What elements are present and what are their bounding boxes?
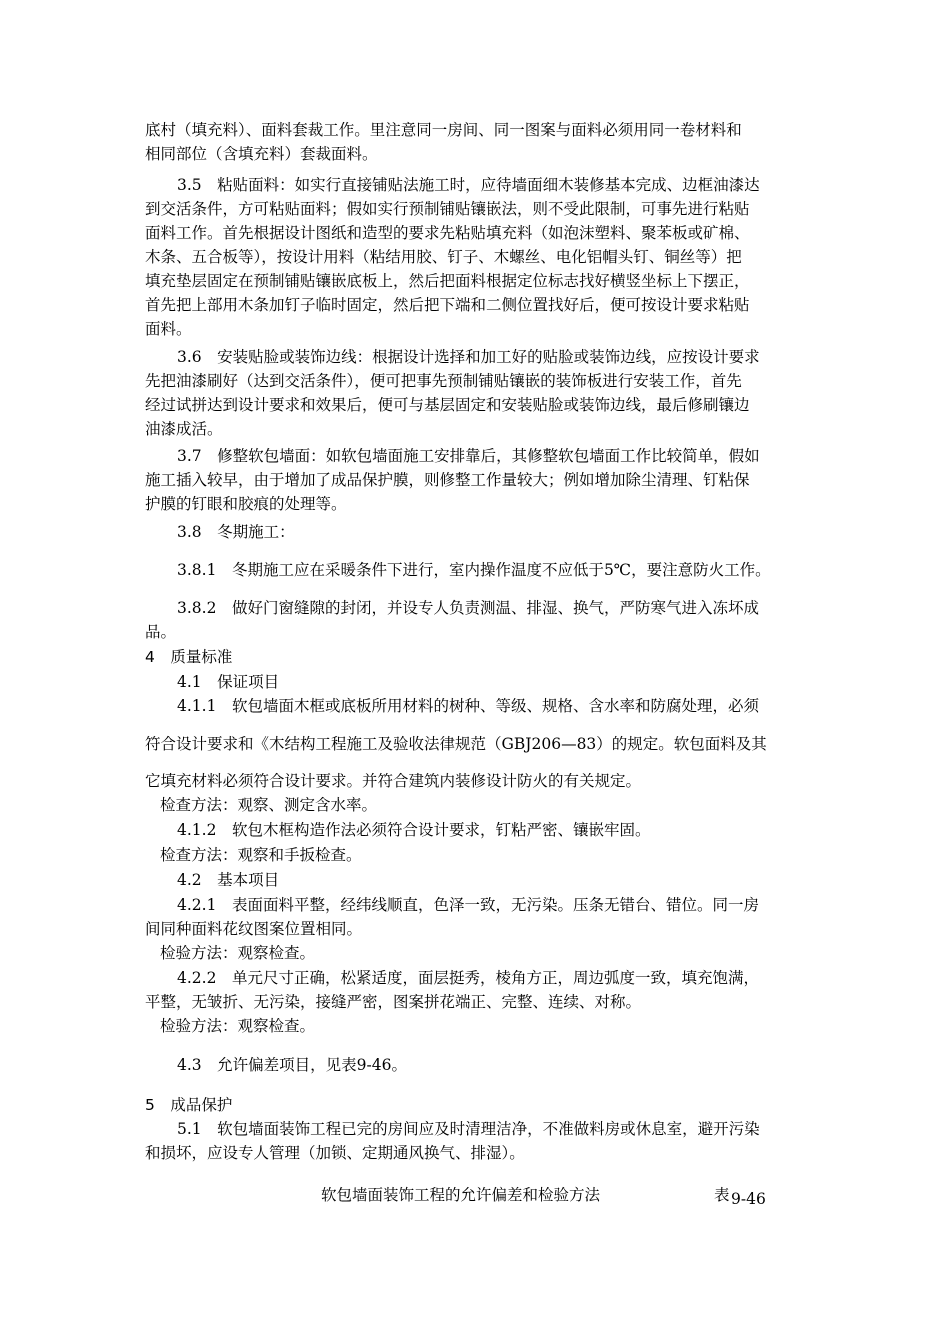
section-3-5-line: 3.5 粘贴面料：如实行直接铺贴法施工时，应待墙面细木装修基本完成、边框油漆达 bbox=[177, 176, 760, 194]
section-4-1-1-line: 4.1.1 软包墙面木框或底板所用材料的树种、等级、规格、含水率和防腐处理，必须 bbox=[177, 697, 759, 715]
paragraph-line: 先把油漆刷好（达到交活条件），便可把事先预制铺贴镶嵌的装饰板进行安装工作，首先 bbox=[145, 372, 742, 390]
section-4-1-heading: 4.1 保证项目 bbox=[177, 673, 280, 691]
section-5-1-line: 5.1 软包墙面装饰工程已完的房间应及时清理洁净，不准做料房或休息室，避开污染 bbox=[177, 1120, 760, 1138]
section-3-8-2-line: 3.8.2 做好门窗缝隙的封闭，并设专人负责测温、排湿、换气，严防寒气进入冻坏成 bbox=[177, 599, 759, 617]
paragraph-line: 平整，无皱折、无污染，接缝严密，图案拼花端正、完整、连续、对称。 bbox=[145, 993, 642, 1011]
table-caption-number: 9-46 bbox=[731, 1190, 766, 1208]
paragraph-line: 底村（填充料）、面料套裁工作。里注意同一房间、同一图案与面料必须用同一卷材料和 bbox=[145, 121, 742, 139]
paragraph-line: 施工插入较早，由于增加了成品保护膜，则修整工作量较大；例如增加除尘清理、钉粘保 bbox=[145, 471, 750, 489]
section-4-1-2-line: 4.1.2 软包木框构造作法必须符合设计要求，钉粘严密、镶嵌牢固。 bbox=[177, 821, 651, 839]
paragraph-line: 到交活条件，方可粘贴面料；假如实行预制铺贴镶嵌法，则不受此限制，可事先进行粘贴 bbox=[145, 200, 750, 218]
section-4-2-2-line: 4.2.2 单元尺寸正确，松紧适度，面层挺秀，棱角方正，周边弧度一致，填充饱满， bbox=[177, 969, 759, 987]
section-3-8-1-line: 3.8.1 冬期施工应在采暖条件下进行，室内操作温度不应低于5℃，要注意防火工作。 bbox=[177, 561, 771, 579]
section-4-3-line: 4.3 允许偏差项目，见表9-46。 bbox=[177, 1056, 407, 1074]
paragraph-line: 面料工作。首先根据设计图纸和造型的要求先粘贴填充料（如泡沫塑料、聚苯板或矿棉、 bbox=[145, 224, 750, 242]
check-method-line: 检验方法：观察检查。 bbox=[160, 944, 316, 962]
paragraph-line: 木条、五合板等），按设计用料（粘结用胶、钉子、木螺丝、电化铝帽头钉、铜丝等）把 bbox=[145, 248, 742, 266]
section-4-heading: 4 质量标准 bbox=[145, 648, 233, 666]
table-caption-title: 软包墙面装饰工程的允许偏差和检验方法 bbox=[321, 1186, 601, 1204]
paragraph-line: 油漆成活。 bbox=[145, 420, 223, 438]
section-3-6-line: 3.6 安装贴脸或装饰边线：根据设计选择和加工好的贴脸或装饰边线，应按设计要求 bbox=[177, 348, 760, 366]
paragraph-line: 首先把上部用木条加钉子临时固定，然后把下端和二侧位置找好后，便可按设计要求粘贴 bbox=[145, 296, 750, 314]
paragraph-line: 护膜的钉眼和胶痕的处理等。 bbox=[145, 495, 347, 513]
check-method-line: 检查方法：观察和手扳检查。 bbox=[160, 846, 362, 864]
section-5-heading: 5 成品保护 bbox=[145, 1096, 233, 1114]
paragraph-line: 间同种面料花纹图案位置相同。 bbox=[145, 920, 363, 938]
paragraph-line: 和损坏，应设专人管理（加锁、定期通风换气、排湿）。 bbox=[145, 1144, 525, 1162]
check-method-line: 检查方法：观察、测定含水率。 bbox=[160, 796, 378, 814]
paragraph-line: 填充垫层固定在预制铺贴镶嵌底板上，然后把面料根据定位标志找好横竖坐标上下摆正， bbox=[145, 272, 750, 290]
paragraph-line: 它填充材料必须符合设计要求。并符合建筑内装修设计防火的有关规定。 bbox=[145, 772, 642, 790]
paragraph-line: 面料。 bbox=[145, 320, 192, 338]
paragraph-line: 符合设计要求和《木结构工程施工及验收法律规范（GBJ206—83）的规定。软包面料及其 bbox=[145, 735, 767, 753]
section-3-7-line: 3.7 修整软包墙面：如软包墙面施工安排靠后，其修整软包墙面工作比较简单，假如 bbox=[177, 447, 760, 465]
paragraph-line: 经过试拼达到设计要求和效果后，便可与基层固定和安装贴脸或装饰边线，最后修刷镶边 bbox=[145, 396, 750, 414]
table-caption-label: 表 bbox=[714, 1186, 730, 1204]
section-4-2-1-line: 4.2.1 表面面料平整，经纬线顺直，色泽一致，无污染。压条无错台、错位。同一房 bbox=[177, 896, 759, 914]
paragraph-line: 品。 bbox=[145, 623, 177, 641]
check-method-line: 检验方法：观察检查。 bbox=[160, 1017, 316, 1035]
section-3-8-line: 3.8 冬期施工： bbox=[177, 523, 295, 541]
paragraph-line: 相同部位（含填充料）套裁面料。 bbox=[145, 145, 378, 163]
section-4-2-heading: 4.2 基本项目 bbox=[177, 871, 280, 889]
